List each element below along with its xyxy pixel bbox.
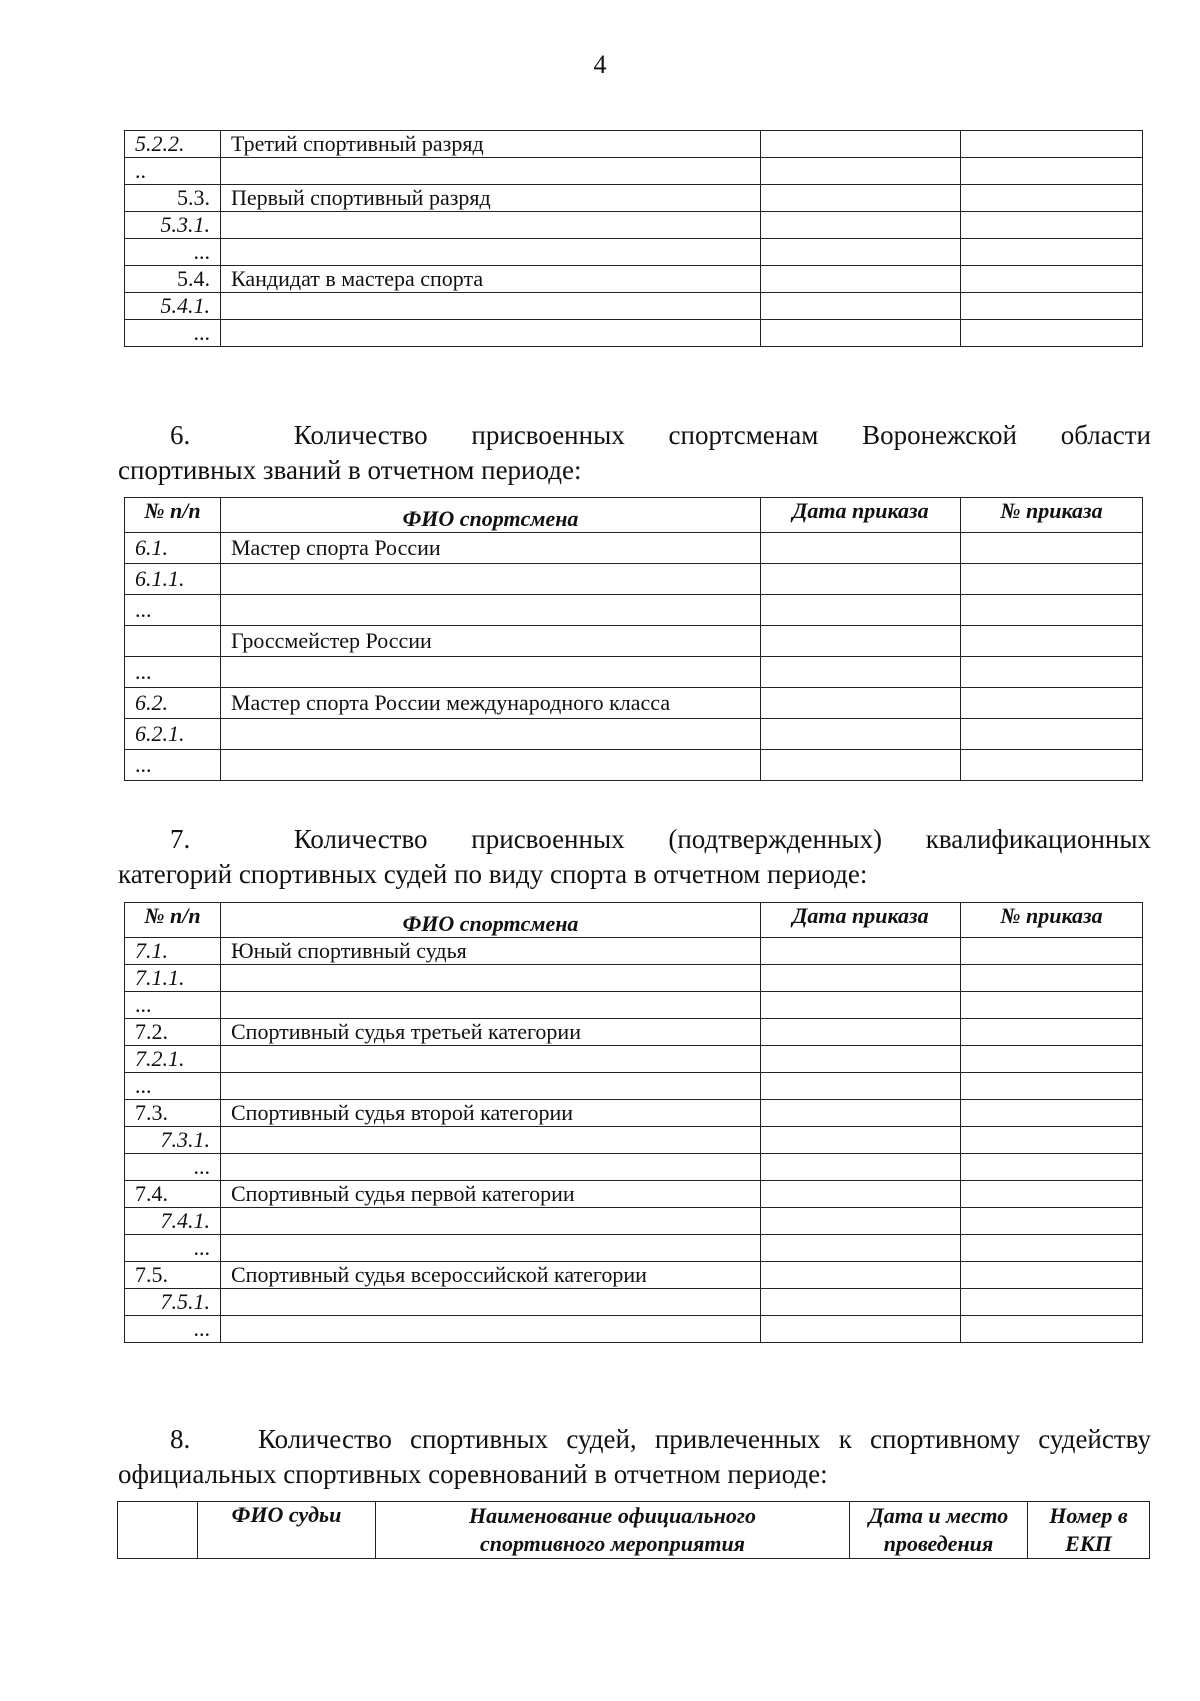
order-date-cell (761, 1127, 961, 1154)
row-number: ... (125, 320, 221, 347)
heading-word: присвоенных (471, 824, 625, 854)
row-title (221, 212, 761, 239)
table-row (125, 239, 1143, 266)
sport-titles-table (124, 497, 1143, 781)
table-row (125, 1154, 1143, 1181)
header-order-number: № приказа (961, 903, 1143, 938)
table-row (125, 158, 1143, 185)
order-date-cell (761, 1154, 961, 1181)
row-number: 6.1. (125, 533, 221, 564)
order-date-cell (761, 1046, 961, 1073)
header-event-name (376, 1502, 850, 1559)
order-number-cell (961, 293, 1143, 320)
order-date-cell (761, 1235, 961, 1262)
row-number: ... (125, 1235, 221, 1262)
order-date-cell (761, 533, 961, 564)
row-title: Юный спортивный судья (221, 938, 761, 965)
order-date-cell (761, 1100, 961, 1127)
row-number: .. (125, 158, 221, 185)
header-num: № п/п (125, 498, 221, 533)
table-row (125, 1127, 1143, 1154)
sport-ranks-table (124, 130, 1143, 347)
order-date-cell (761, 595, 961, 626)
table-row (125, 266, 1143, 293)
row-number: 7.3.1. (125, 1127, 221, 1154)
header-ekp-line2: ЕКП (1065, 1531, 1112, 1556)
order-date-cell (761, 626, 961, 657)
section-8-line1: Количество спортивных судей, привлеченных к спортивному судейству (258, 1424, 1151, 1454)
row-number: 7.1. (125, 938, 221, 965)
order-number-cell (961, 266, 1143, 293)
order-date-cell (761, 719, 961, 750)
section-7-line2: категорий спортивных судей по виду спорта в отчетном периоде: (118, 859, 868, 889)
order-number-cell (961, 1046, 1143, 1073)
order-date-cell (761, 992, 961, 1019)
row-title (221, 1208, 761, 1235)
row-number: 6.2. (125, 688, 221, 719)
order-date-cell (761, 185, 961, 212)
order-number-cell (961, 131, 1143, 158)
row-number: ... (125, 992, 221, 1019)
header-order-date: Дата приказа (761, 903, 961, 938)
row-number (125, 626, 221, 657)
order-number-cell (961, 1208, 1143, 1235)
table-row (125, 1073, 1143, 1100)
table-row (125, 626, 1143, 657)
row-number: 7.4.1. (125, 1208, 221, 1235)
order-number-cell (961, 938, 1143, 965)
order-number-cell (961, 1235, 1143, 1262)
row-title (221, 564, 761, 595)
order-number-cell (961, 239, 1143, 266)
order-number-cell (961, 1127, 1143, 1154)
heading-word: Воронежской (862, 420, 1017, 450)
row-number: ... (125, 657, 221, 688)
row-number: ... (125, 1073, 221, 1100)
row-title (221, 750, 761, 781)
order-date-cell (761, 564, 961, 595)
order-date-cell (761, 1316, 961, 1343)
row-title: Спортивный судья третьей категории (221, 1019, 761, 1046)
table-row (125, 595, 1143, 626)
order-date-cell (761, 1208, 961, 1235)
row-title: Спортивный судья первой категории (221, 1181, 761, 1208)
order-number-cell (961, 1019, 1143, 1046)
row-number: 5.3.1. (125, 212, 221, 239)
judge-categories-table (124, 902, 1143, 1343)
header-date-place (850, 1502, 1028, 1559)
order-date-cell (761, 1289, 961, 1316)
row-title (221, 158, 761, 185)
row-number: 5.4.1. (125, 293, 221, 320)
table-row (125, 750, 1143, 781)
row-number: 5.3. (125, 185, 221, 212)
order-date-cell (761, 293, 961, 320)
row-title (221, 239, 761, 266)
table-row (125, 1262, 1143, 1289)
heading-word: квалификационных (925, 824, 1151, 854)
order-number-cell (961, 1100, 1143, 1127)
row-title: Спортивный судья всероссийской категории (221, 1262, 761, 1289)
row-title (221, 320, 761, 347)
header-ekp-line1: Номер в (1049, 1503, 1128, 1528)
table-row (125, 131, 1143, 158)
row-title (221, 1046, 761, 1073)
heading-word: Количество (293, 420, 428, 450)
header-judge-name: ФИО судьи (198, 1502, 376, 1559)
table-row (125, 564, 1143, 595)
header-event-line1: Наименование официального (469, 1503, 756, 1528)
order-number-cell (961, 719, 1143, 750)
row-number: 5.2.2. (125, 131, 221, 158)
order-number-cell (961, 992, 1143, 1019)
order-number-cell (961, 533, 1143, 564)
row-number: 6.2.1. (125, 719, 221, 750)
row-title: Мастер спорта России международного класса (221, 688, 761, 719)
order-date-cell (761, 212, 961, 239)
row-number: ... (125, 1154, 221, 1181)
section-7-heading (118, 822, 1151, 892)
table-row (125, 320, 1143, 347)
order-number-cell (961, 1073, 1143, 1100)
row-number: 7.3. (125, 1100, 221, 1127)
row-title: Третий спортивный разряд (221, 131, 761, 158)
order-date-cell (761, 1073, 961, 1100)
header-date-line2: проведения (883, 1531, 994, 1556)
row-number: ... (125, 239, 221, 266)
heading-word: спортсменам (668, 420, 819, 450)
order-number-cell (961, 965, 1143, 992)
order-date-cell (761, 688, 961, 719)
table-row (125, 1019, 1143, 1046)
header-event-line2: спортивного мероприятия (479, 1531, 746, 1556)
row-number: ... (125, 595, 221, 626)
heading-word: (подтвержденных) (668, 824, 883, 854)
section-8-heading (118, 1422, 1151, 1492)
order-number-cell (961, 1154, 1143, 1181)
section-6-heading (118, 418, 1151, 488)
heading-word: присвоенных (471, 420, 625, 450)
row-title: Первый спортивный разряд (221, 185, 761, 212)
row-title (221, 1154, 761, 1181)
table-row (125, 719, 1143, 750)
table-row (125, 938, 1143, 965)
table-row (125, 1316, 1143, 1343)
order-number-cell (961, 1262, 1143, 1289)
judges-involved-table (117, 1501, 1150, 1559)
table-row (125, 688, 1143, 719)
table-row (125, 212, 1143, 239)
row-title (221, 965, 761, 992)
section-7-number: 7. (170, 824, 191, 854)
order-number-cell (961, 185, 1143, 212)
table-row (125, 533, 1143, 564)
row-title (221, 657, 761, 688)
order-number-cell (961, 320, 1143, 347)
order-number-cell (961, 750, 1143, 781)
table-row (125, 657, 1143, 688)
order-date-cell (761, 1181, 961, 1208)
header-order-number: № приказа (961, 498, 1143, 533)
row-title (221, 1073, 761, 1100)
header-num: № п/п (125, 903, 221, 938)
order-date-cell (761, 750, 961, 781)
row-number: 7.2. (125, 1019, 221, 1046)
table-row (125, 965, 1143, 992)
order-number-cell (961, 158, 1143, 185)
header-order-date: Дата приказа (761, 498, 961, 533)
row-number: ... (125, 1316, 221, 1343)
section-8-number: 8. (170, 1424, 191, 1454)
order-number-cell (961, 212, 1143, 239)
row-number: 7.5. (125, 1262, 221, 1289)
header-ekp-number (1028, 1502, 1150, 1559)
row-number: 7.2.1. (125, 1046, 221, 1073)
order-date-cell (761, 239, 961, 266)
header-date-line1: Дата и место (868, 1503, 1009, 1528)
row-number: 5.4. (125, 266, 221, 293)
order-number-cell (961, 657, 1143, 688)
row-title (221, 719, 761, 750)
order-date-cell (761, 1019, 961, 1046)
header-athlete-name: ФИО спортсмена (221, 903, 761, 938)
row-title (221, 293, 761, 320)
row-number: ... (125, 750, 221, 781)
order-date-cell (761, 131, 961, 158)
table-row (125, 185, 1143, 212)
row-title (221, 1235, 761, 1262)
order-number-cell (961, 626, 1143, 657)
row-number: 7.4. (125, 1181, 221, 1208)
order-number-cell (961, 1181, 1143, 1208)
header-athlete-name: ФИО спортсмена (221, 498, 761, 533)
row-title (221, 1316, 761, 1343)
row-title: Мастер спорта России (221, 533, 761, 564)
order-number-cell (961, 1316, 1143, 1343)
row-number: 6.1.1. (125, 564, 221, 595)
table-row (125, 1208, 1143, 1235)
order-date-cell (761, 657, 961, 688)
heading-word: области (1060, 420, 1151, 450)
table-row (125, 1181, 1143, 1208)
table-row (125, 293, 1143, 320)
row-title (221, 595, 761, 626)
section-6-number: 6. (170, 420, 191, 450)
order-number-cell (961, 1289, 1143, 1316)
row-number: 7.5.1. (125, 1289, 221, 1316)
table-row (125, 1235, 1143, 1262)
section-8-line2: официальных спортивных соревнований в отчетном периоде: (118, 1459, 828, 1489)
order-number-cell (961, 595, 1143, 626)
section-6-line2: спортивных званий в отчетном периоде: (118, 455, 582, 485)
row-title (221, 1289, 761, 1316)
order-date-cell (761, 320, 961, 347)
order-number-cell (961, 688, 1143, 719)
order-date-cell (761, 965, 961, 992)
table-row (125, 992, 1143, 1019)
table-row (125, 1100, 1143, 1127)
header-blank (118, 1502, 198, 1559)
order-number-cell (961, 564, 1143, 595)
row-title: Спортивный судья второй категории (221, 1100, 761, 1127)
row-title: Кандидат в мастера спорта (221, 266, 761, 293)
table-row (125, 1046, 1143, 1073)
row-title (221, 1127, 761, 1154)
page-number: 4 (593, 50, 607, 79)
order-date-cell (761, 938, 961, 965)
order-date-cell (761, 1262, 961, 1289)
row-title (221, 992, 761, 1019)
heading-word: Количество (293, 824, 428, 854)
order-date-cell (761, 158, 961, 185)
row-number: 7.1.1. (125, 965, 221, 992)
order-date-cell (761, 266, 961, 293)
table-row (125, 1289, 1143, 1316)
row-title: Гроссмейстер России (221, 626, 761, 657)
